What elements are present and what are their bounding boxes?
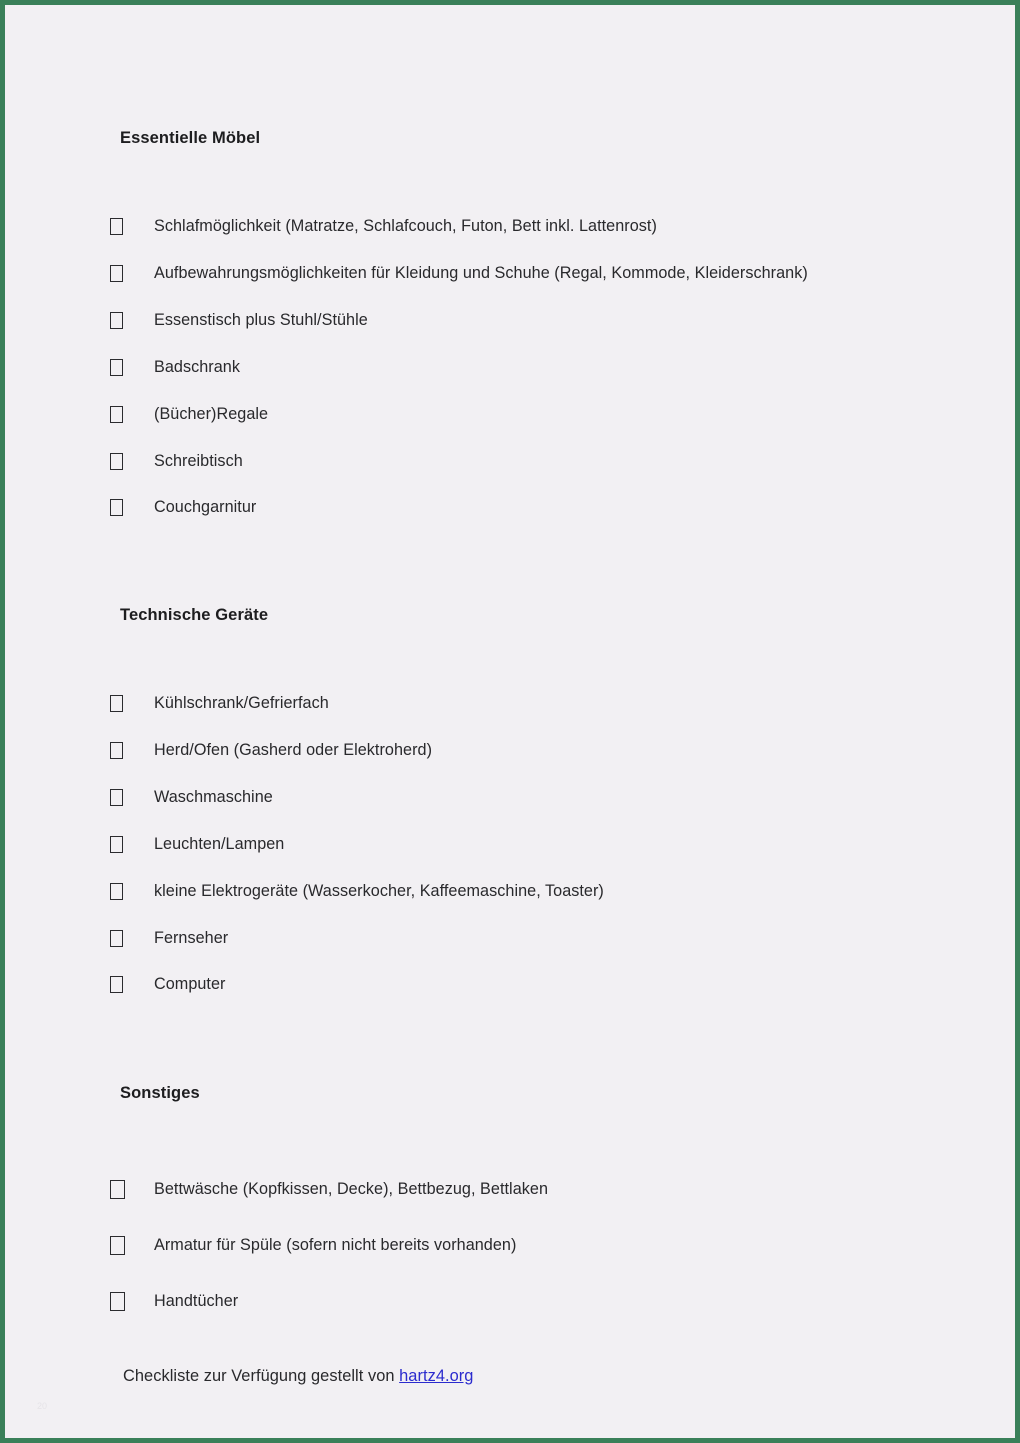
section-heading: Sonstiges — [120, 1084, 200, 1102]
checklist-item-label: Badschrank — [154, 357, 240, 376]
checkbox-unchecked-icon[interactable] — [110, 930, 123, 947]
checklist-item-label: Bettwäsche (Kopfkissen, Decke), Bettbezug, Bettlaken — [154, 1180, 549, 1198]
checkbox-unchecked-icon[interactable] — [110, 453, 123, 470]
checkbox-unchecked-icon[interactable] — [110, 359, 123, 376]
checklist-item-label: (Bücher)Regale — [154, 404, 269, 423]
checklist-item-label: kleine Elektrogeräte (Wasserkocher, Kaffeemaschine, Toaster) — [154, 881, 604, 900]
section-heading: Technische Geräte — [120, 606, 269, 624]
checklist-item-label: Fernseher — [154, 928, 229, 947]
checklist-item-label: Waschmaschine — [154, 787, 273, 806]
checklist-item-label: Leuchten/Lampen — [154, 834, 285, 853]
checklist-item-label: Computer — [154, 975, 226, 994]
checkbox-unchecked-icon[interactable] — [110, 742, 123, 759]
checklist-item[interactable] — [110, 1292, 238, 1311]
footer-credit — [123, 1367, 473, 1386]
checklist-item-label: Schlafmöglichkeit (Matratze, Schlafcouch, Futon, Bett inkl. Lattenrost) — [154, 217, 657, 235]
footer-credit-text: Checkliste zur Verfügung gestellt von — [123, 1367, 400, 1385]
checkbox-unchecked-icon[interactable] — [110, 883, 123, 900]
checklist-item-label: Aufbewahrungsmöglichkeiten für Kleidung und Schuhe (Regal, Kommode, Kleiderschrank) — [154, 263, 808, 282]
checkbox-unchecked-icon[interactable] — [110, 499, 123, 516]
checklist-item[interactable] — [110, 1236, 516, 1255]
hartz4-link[interactable]: hartz4.org — [399, 1367, 474, 1385]
checklist-item[interactable] — [110, 975, 225, 994]
checklist-item[interactable] — [110, 741, 432, 760]
checklist-content — [5, 5, 1015, 1438]
checkbox-unchecked-icon[interactable] — [110, 312, 123, 329]
checklist-item[interactable] — [110, 929, 228, 948]
checklist-item[interactable] — [110, 311, 368, 330]
section-heading: Essentielle Möbel — [120, 129, 261, 147]
checkbox-unchecked-icon[interactable] — [110, 836, 123, 853]
checklist-item[interactable] — [110, 358, 240, 377]
checkbox-unchecked-icon[interactable] — [110, 1292, 125, 1311]
checkbox-unchecked-icon[interactable] — [110, 406, 123, 423]
checklist-item-label: Schreibtisch — [154, 451, 243, 470]
checklist-item-label: Essenstisch plus Stuhl/Stühle — [154, 310, 368, 329]
checklist-item-label: Kühlschrank/Gefrierfach — [154, 694, 329, 712]
checkbox-unchecked-icon[interactable] — [110, 976, 123, 993]
checklist-item[interactable] — [110, 498, 256, 517]
checkbox-unchecked-icon[interactable] — [110, 218, 123, 235]
checkbox-unchecked-icon[interactable] — [110, 1236, 125, 1255]
checklist-item-label: Handtücher — [154, 1291, 239, 1310]
checklist-item-label: Couchgarnitur — [154, 498, 257, 517]
page-marker: 20 — [37, 1401, 48, 1411]
checklist-item[interactable] — [110, 217, 657, 236]
checkbox-unchecked-icon[interactable] — [110, 789, 123, 806]
checklist-item[interactable] — [110, 264, 808, 283]
checkbox-unchecked-icon[interactable] — [110, 265, 123, 282]
document-page — [5, 5, 1015, 1438]
checklist-item[interactable] — [110, 788, 273, 807]
checklist-item[interactable] — [110, 882, 604, 901]
checklist-item-label: Armatur für Spüle (sofern nicht bereits vorhanden) — [154, 1235, 517, 1254]
checkbox-unchecked-icon[interactable] — [110, 695, 123, 712]
checklist-item-label: Herd/Ofen (Gasherd oder Elektroherd) — [154, 740, 433, 759]
checklist-item[interactable] — [110, 835, 284, 854]
checklist-item[interactable] — [110, 405, 268, 424]
checklist-item[interactable] — [110, 694, 329, 713]
checklist-item[interactable] — [110, 1180, 548, 1199]
checklist-item[interactable] — [110, 452, 243, 471]
checkbox-unchecked-icon[interactable] — [110, 1180, 125, 1199]
